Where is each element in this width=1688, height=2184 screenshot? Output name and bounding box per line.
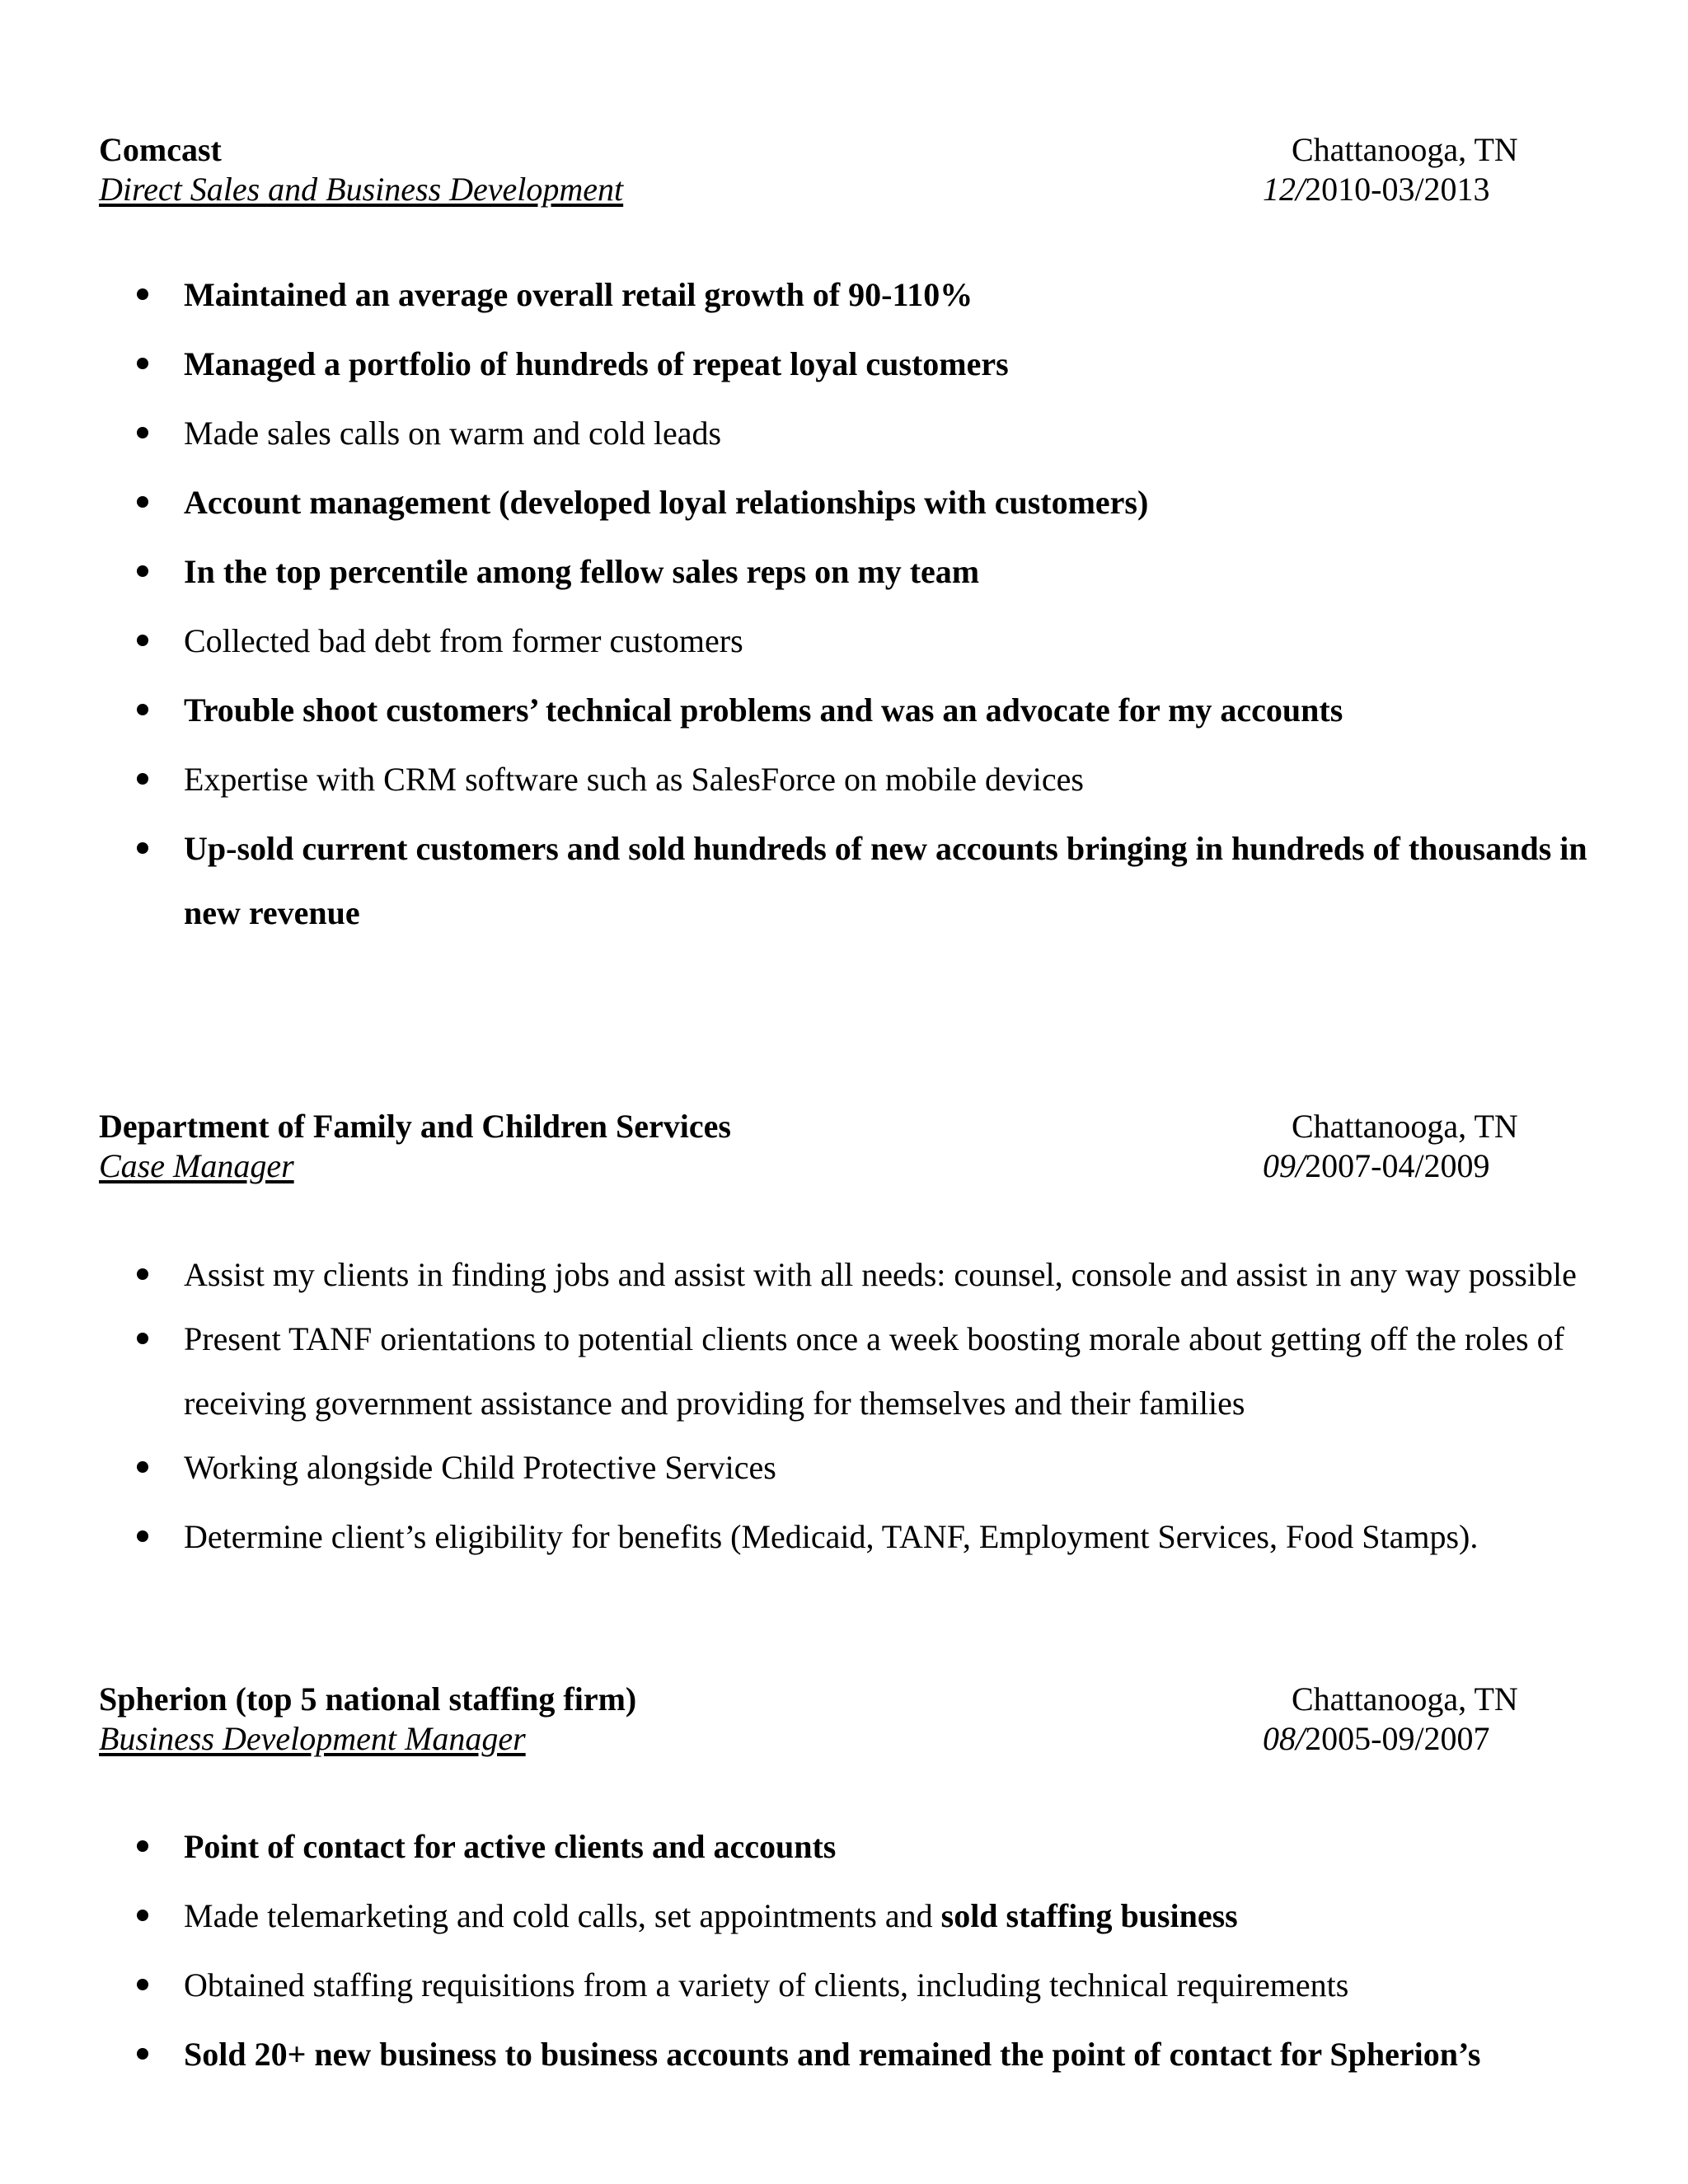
bullet-text: Working alongside Child Protective Services: [184, 1449, 776, 1486]
bullet-item: [99, 817, 1601, 945]
bullet-icon: [137, 1268, 148, 1280]
bullet-icon: [137, 704, 148, 715]
bullet-item: [99, 263, 1615, 332]
bullet-icon: [137, 427, 148, 438]
bullet-icon: [137, 1461, 148, 1473]
bullet-text-bold: sold staffing business: [940, 1897, 1238, 1934]
job-header-dfcs: [99, 1106, 1582, 1188]
job-bullets-dfcs: [99, 1243, 1615, 1574]
bullet-text: Present TANF orientations to potential clients once a week boosting morale about getting off the roles of receiving government assistance and providing for themselves and their families: [184, 1320, 1564, 1422]
job-header-comcast: [99, 129, 1582, 212]
bullet-text: Obtained staffing requisitions from a variety of clients, including technical requirements: [184, 1966, 1349, 2004]
job-start-month: 08/: [1263, 1720, 1306, 1757]
job-role: Case Manager: [99, 1147, 294, 1184]
company-name: Spherion (top 5 national staffing firm): [99, 1680, 637, 1718]
bullet-text: Managed a portfolio of hundreds of repeat loyal customers: [184, 345, 1009, 382]
bullet-text: Maintained an average overall retail growth of 90-110%: [184, 276, 973, 313]
job-start-month: 12/: [1263, 171, 1306, 208]
bullet-icon: [137, 358, 148, 369]
bullet-icon: [137, 288, 148, 300]
job-location: Chattanooga, TN: [1292, 1108, 1518, 1145]
bullet-icon: [137, 1840, 148, 1852]
job-start-month: 09/: [1263, 1147, 1306, 1184]
bullet-text: Assist my clients in finding jobs and assist with all needs: counsel, console and assist in any way possible: [184, 1256, 1577, 1293]
bullet-icon: [137, 565, 148, 577]
job-bullets-comcast: [99, 263, 1615, 945]
bullet-item: [99, 332, 1615, 401]
bullet-icon: [137, 1530, 148, 1542]
job-dates: [1263, 169, 1490, 210]
bullet-text: Trouble shoot customers’ technical problems and was an advocate for my accounts: [184, 691, 1343, 729]
job-dates: [1263, 1146, 1490, 1187]
job-dates: [1263, 1718, 1490, 1760]
job-date-range: 2007-04/2009: [1305, 1147, 1490, 1184]
bullet-item: [99, 1953, 1615, 2022]
bullet-text: Expertise with CRM software such as SalesForce on mobile devices: [184, 761, 1084, 798]
bullet-item: [99, 1307, 1667, 1436]
job-bullets-spherion: [99, 1815, 1615, 2092]
bullet-item: [99, 471, 1615, 540]
bullet-item: [99, 1815, 1615, 1884]
bullet-text: Made telemarketing and cold calls, set appointments and: [184, 1897, 941, 1934]
bullet-text: Sold 20+ new business to business accounts and remained the point of contact for Spherion’s: [184, 2036, 1481, 2073]
bullet-icon: [137, 635, 148, 646]
bullet-text: Account management (developed loyal relationships with customers): [184, 484, 1149, 521]
bullet-icon: [137, 773, 148, 785]
bullet-icon: [137, 1910, 148, 1921]
company-name: Comcast: [99, 131, 222, 168]
job-date-range: 2005-09/2007: [1305, 1720, 1490, 1757]
bullet-icon: [137, 842, 148, 854]
bullet-item: [99, 1436, 1615, 1505]
bullet-text: Up-sold current customers and sold hundreds of new accounts bringing in hundreds of thousands in new revenue: [184, 830, 1587, 931]
bullet-item: [99, 678, 1615, 748]
bullet-icon: [137, 496, 148, 508]
bullet-item: [99, 401, 1615, 471]
bullet-text: Made sales calls on warm and cold leads: [184, 415, 722, 452]
bullet-text: In the top percentile among fellow sales reps on my team: [184, 553, 980, 590]
bullet-item: [99, 1243, 1667, 1307]
bullet-item: [99, 540, 1615, 609]
bullet-text: Determine client’s eligibility for benefits (Medicaid, TANF, Employment Services, Food Stamps).: [184, 1518, 1479, 1555]
bullet-icon: [137, 1979, 148, 1990]
job-header-spherion: [99, 1679, 1582, 1761]
job-location: Chattanooga, TN: [1292, 1680, 1518, 1718]
bullet-item: [99, 2022, 1615, 2092]
job-role: Direct Sales and Business Development: [99, 171, 624, 208]
bullet-item: [99, 609, 1615, 678]
bullet-icon: [137, 1333, 148, 1344]
bullet-icon: [137, 2048, 148, 2060]
job-role: Business Development Manager: [99, 1720, 526, 1757]
job-date-range: 2010-03/2013: [1305, 171, 1490, 208]
bullet-item: [99, 1884, 1615, 1953]
bullet-item: [99, 748, 1615, 817]
job-location: Chattanooga, TN: [1292, 131, 1518, 168]
bullet-text: Collected bad debt from former customers: [184, 622, 743, 659]
bullet-item: [99, 1505, 1615, 1574]
company-name: Department of Family and Children Services: [99, 1108, 731, 1145]
bullet-text: Point of contact for active clients and accounts: [184, 1828, 837, 1865]
